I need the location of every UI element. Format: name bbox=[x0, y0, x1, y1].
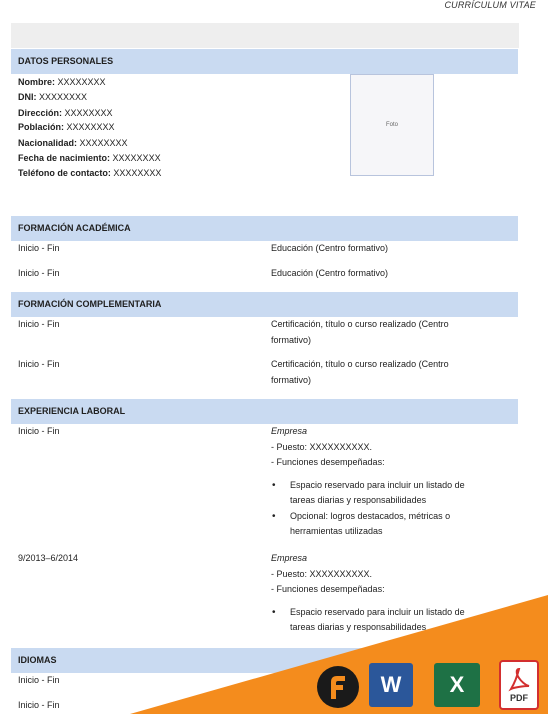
functions-line: - Funciones desempeñadas: bbox=[271, 457, 385, 467]
bullet-text: tareas diarias y responsabilidades bbox=[290, 495, 427, 505]
academic-desc: Educación (Centro formativo) bbox=[271, 243, 389, 253]
desc-line: Certificación, título o curso realizado (Centro bbox=[271, 359, 449, 369]
position-line: - Puesto: XXXXXXXXXX. bbox=[271, 441, 373, 452]
field-label: Fecha de nacimiento: bbox=[18, 153, 111, 163]
academic-dates: Inicio - Fin bbox=[18, 268, 60, 278]
experience-desc bbox=[271, 424, 507, 540]
bullet-text: • Espacio reservado para incluir un listado de bbox=[290, 479, 465, 490]
doc-title: CURRÍCULUM VITAE bbox=[444, 0, 536, 10]
company-name: Empresa bbox=[271, 426, 308, 436]
section-header-complementary: FORMACIÓN COMPLEMENTARIA bbox=[11, 292, 518, 317]
personal-field-birthdate bbox=[18, 152, 161, 164]
section-header-academic: FORMACIÓN ACADÉMICA bbox=[11, 216, 518, 241]
company-name: Empresa bbox=[271, 553, 308, 563]
field-label: Dirección: bbox=[18, 108, 63, 118]
personal-field-city bbox=[18, 121, 115, 133]
field-value: XXXXXXXX bbox=[113, 168, 162, 178]
photo-label: Foto bbox=[385, 122, 398, 128]
field-value: XXXXXXXX bbox=[112, 153, 161, 163]
pdf-label: PDF bbox=[510, 693, 528, 703]
list-item bbox=[271, 478, 507, 509]
complementary-dates: Inicio - Fin bbox=[18, 319, 60, 329]
personal-field-phone bbox=[18, 167, 161, 179]
brand-logo[interactable] bbox=[317, 666, 359, 708]
photo-placeholder[interactable] bbox=[350, 74, 434, 176]
word-icon: W bbox=[380, 672, 402, 697]
personal-field-address bbox=[18, 107, 113, 119]
field-label: Nacionalidad: bbox=[18, 138, 78, 148]
section-header-experience: EXPERIENCIA LABORAL bbox=[11, 399, 518, 424]
desc-line: formativo) bbox=[271, 334, 312, 345]
pdf-download-button[interactable] bbox=[499, 660, 539, 710]
section-header-personal: DATOS PERSONALES bbox=[11, 49, 518, 74]
personal-field-dni bbox=[18, 91, 87, 103]
complementary-dates: Inicio - Fin bbox=[18, 359, 60, 369]
section-header-languages: IDIOMAS bbox=[11, 648, 518, 673]
field-value: XXXXXXXX bbox=[66, 122, 115, 132]
field-value: XXXXXXXX bbox=[57, 77, 106, 87]
field-value: XXXXXXXX bbox=[79, 138, 128, 148]
list-item bbox=[271, 509, 507, 540]
excel-download-button[interactable] bbox=[434, 663, 480, 707]
desc-line: Certificación, título o curso realizado (Centro bbox=[271, 319, 449, 329]
personal-field-nationality bbox=[18, 137, 128, 149]
field-label: Población: bbox=[18, 122, 65, 132]
field-label: DNI: bbox=[18, 92, 37, 102]
duties-list bbox=[271, 478, 507, 540]
experience-dates: Inicio - Fin bbox=[18, 426, 60, 436]
bullet-text: tareas diarias y responsabilidades bbox=[290, 622, 427, 632]
experience-dates: 9/2013–6/2014 bbox=[18, 553, 79, 563]
word-download-button[interactable] bbox=[369, 663, 413, 707]
bullet-text: • Espacio reservado para incluir un listado de bbox=[290, 606, 465, 617]
personal-field-name bbox=[18, 76, 106, 88]
position-line: - Puesto: XXXXXXXXXX. bbox=[271, 568, 373, 579]
field-label: Teléfono de contacto: bbox=[18, 168, 111, 178]
excel-icon: X bbox=[449, 672, 465, 697]
complementary-desc bbox=[271, 317, 507, 348]
academic-dates: Inicio - Fin bbox=[18, 243, 60, 253]
pdf-icon bbox=[501, 665, 537, 693]
complementary-desc bbox=[271, 357, 507, 388]
brand-f-icon bbox=[325, 673, 351, 701]
languages-dates: Inicio - Fin bbox=[18, 675, 60, 685]
field-value: XXXXXXXX bbox=[64, 108, 113, 118]
field-value: XXXXXXXX bbox=[39, 92, 88, 102]
academic-desc: Educación (Centro formativo) bbox=[271, 268, 389, 278]
languages-dates: Inicio - Fin bbox=[18, 700, 60, 710]
bullet-text: • Opcional: logros destacados, métricas o bbox=[290, 510, 451, 521]
field-label: Nombre: bbox=[18, 77, 56, 87]
functions-line: - Funciones desempeñadas: bbox=[271, 584, 385, 594]
desc-line: formativo) bbox=[271, 374, 312, 385]
bullet-text: herramientas utilizadas bbox=[290, 526, 383, 536]
header-band bbox=[11, 23, 519, 48]
